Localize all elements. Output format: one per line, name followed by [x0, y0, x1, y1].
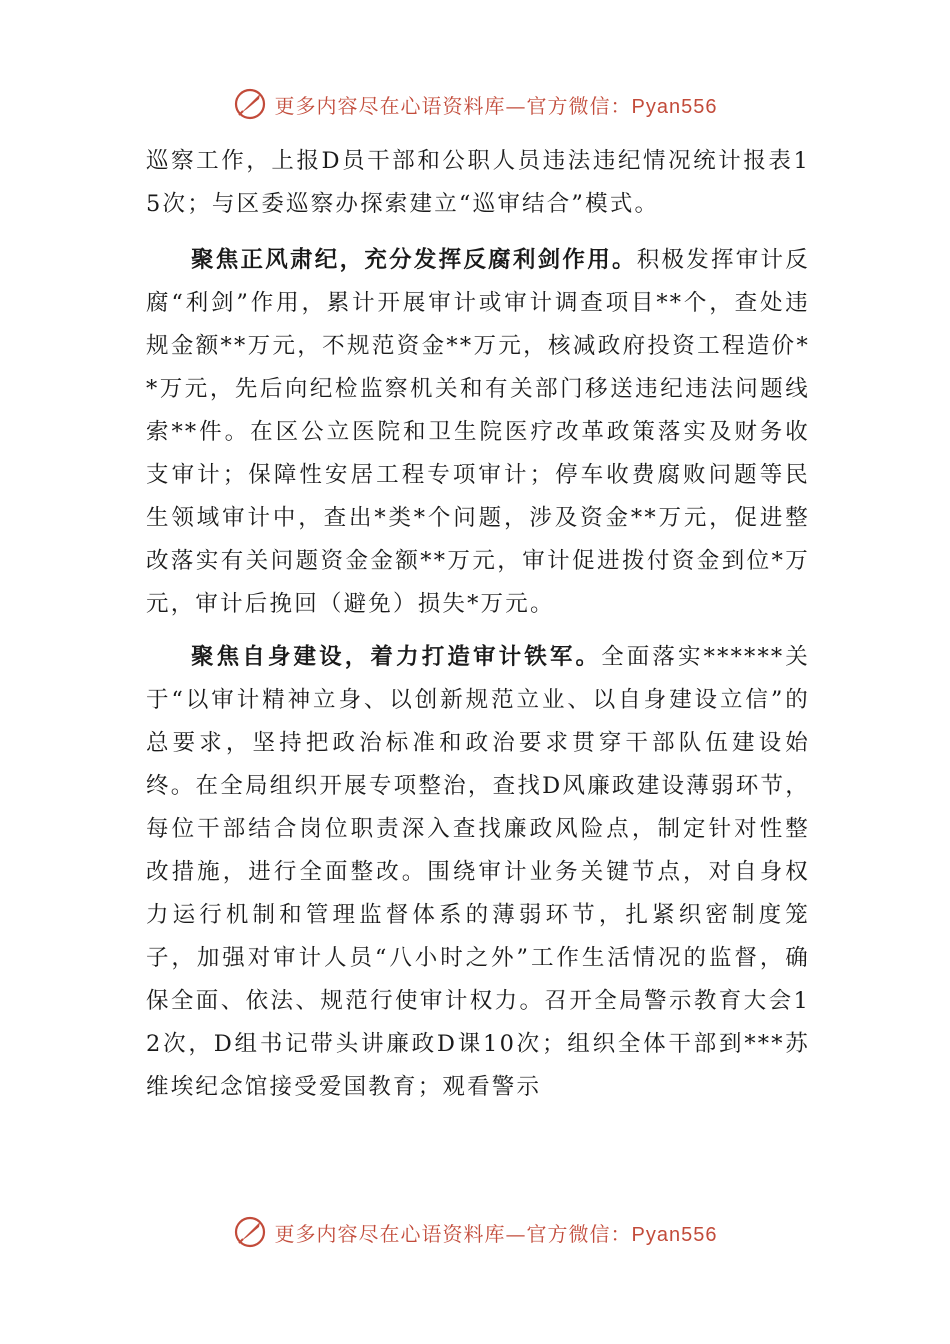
header-watermark: [0, 84, 950, 124]
paragraph-heading: 聚焦自身建设，着力打造审计铁军。: [191, 644, 602, 670]
paragraph-body: 全面落实******关于“以审计精神立身、以创新规范立业、以自身建设立信”的总要求，坚持把政治标准和政治要求贯穿干部队伍建设始终。在全局组织开展专项整治，查找D风廉政建设薄弱环节，每位干部结合岗位职责深入查找廉政风险点，制定针对性整改措施，进行全面整改。围绕审计业务关键节点，对自身权力运行机制和管理监督体系的薄弱环节，扎紧织密制度笼子，加强对审计人员“八小时之外”工作生活情况的监督，确保全面、依法、规范行使审计权力。召开全局警示教育大会12次，D组书记带头讲廉政D课10次；组织全体干部到***苏维埃纪念馆接受爱国教育；观看警示: [146, 644, 811, 1100]
quill-logo-icon: [233, 1215, 267, 1249]
paragraph-2: [146, 239, 810, 626]
paragraph-body: 积极发挥审计反腐“利剑”作用，累计开展审计或审计调查项目**个，查处违规金额**万元，不规范资金**万元，核减政府投资工程造价**万元，先后向纪检监察机关和有关部门移送违纪违法问题线索**件。在区公立医院和卫生院医疗改革政策落实及财务收支审计；保障性安居工程专项审计；停车收费腐败问题等民生领域审计中，查出*类*个问题，涉及资金**万元，促进整改落实有关问题资金金额**万元，审计促进拨付资金到位*万元，审计后挽回（避免）损失*万元。: [146, 247, 810, 617]
paragraph-3: [146, 636, 810, 1109]
document-body: [146, 140, 810, 1109]
quill-logo-icon: [233, 87, 267, 121]
watermark-text: 更多内容尽在心语资料库—官方微信：Pyan556: [274, 93, 718, 118]
paragraph-1: [146, 140, 810, 226]
footer-watermark: [0, 1212, 950, 1252]
paragraph-heading: 聚焦正风肃纪，充分发挥反腐利剑作用。: [191, 247, 637, 273]
paragraph-body: 巡察工作，上报D员干部和公职人员违法违纪情况统计报表15次；与区委巡察办探索建立“巡审结合”模式。: [146, 148, 810, 217]
watermark-text: 更多内容尽在心语资料库—官方微信：Pyan556: [274, 1221, 718, 1246]
